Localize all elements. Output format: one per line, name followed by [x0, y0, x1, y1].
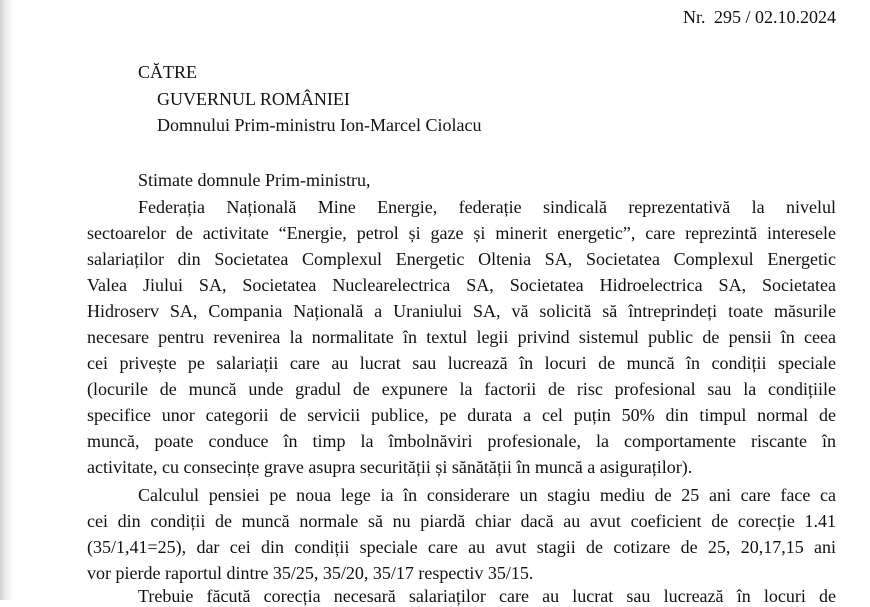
- document-number-value: 295 / 02.10.2024: [713, 7, 836, 27]
- body-line: vor pierde raportul dintre 35/25, 35/20, 35/17 respectiv 35/15.: [87, 563, 534, 583]
- body-line: Calculul pensiei pe noua lege ia în considerare un stagiu mediu de 25 ani care face ca: [138, 485, 836, 505]
- body-line: Federația Națională Mine Energie, federație sindicală reprezentativă la nivelul: [138, 197, 836, 217]
- body-line: (locurile de muncă unde gradul de expunere la factorii de risc profesional sau la condițiile: [87, 379, 836, 399]
- body-line: muncă, poate conduce în timp la îmbolnăviri profesionale, la comportamente riscante în: [87, 431, 836, 451]
- body-line: activitate, cu consecințe grave asupra securității și sănătății în muncă a asiguraților).: [87, 457, 693, 477]
- document-number-prefix: Nr.: [682, 7, 706, 27]
- body-line: (35/1,41=25), dar cei din condiții speciale care au avut stagii de cotizare de 25, 20,17,15 ani: [87, 537, 836, 557]
- body-line: Trebuie făcută corecția necesară salariaților care au lucrat sau lucrează în locuri de: [138, 586, 836, 606]
- body-line: specifice unor categorii de servicii publice, pe durata a cel puțin 50% din timpul normal de: [87, 405, 836, 425]
- addressee-to: CĂTRE: [138, 62, 198, 82]
- body-line: sectoarelor de activitate “Energie, petrol și gaze și minerit energetic”, care reprezintă interesele: [87, 223, 836, 243]
- body-line: Valea Jiului SA, Societatea Nuclearelectrica SA, Societatea Hidroelectrica SA, Societatea: [87, 275, 836, 295]
- body-line: cei din condiții de muncă normale să nu piardă chiar dacă au avut coeficient de corecție 1.41: [87, 511, 836, 531]
- salutation: Stimate domnule Prim-ministru,: [138, 170, 371, 190]
- body-line: salariaților din Societatea Complexul Energetic Oltenia SA, Societatea Complexul Energetic: [87, 249, 836, 269]
- addressee-institution: GUVERNUL ROMÂNIEI: [157, 89, 350, 109]
- body-line: Hidroserv SA, Compania Națională a Uraniului SA, vă solicită să întreprindeți toate măsurile: [87, 301, 836, 321]
- document-number: [683, 7, 836, 28]
- body-line: cei privește pe salariații care au lucrat sau lucrează în locuri de muncă în condiții speciale: [87, 353, 836, 373]
- body-line: necesare pentru revenirea la normalitate în textul legii privind sistemul public de pensii în ceea: [87, 327, 836, 347]
- page-edge-shadow: [0, 0, 14, 600]
- addressee-recipient: Domnului Prim-ministru Ion-Marcel Ciolacu: [157, 115, 482, 135]
